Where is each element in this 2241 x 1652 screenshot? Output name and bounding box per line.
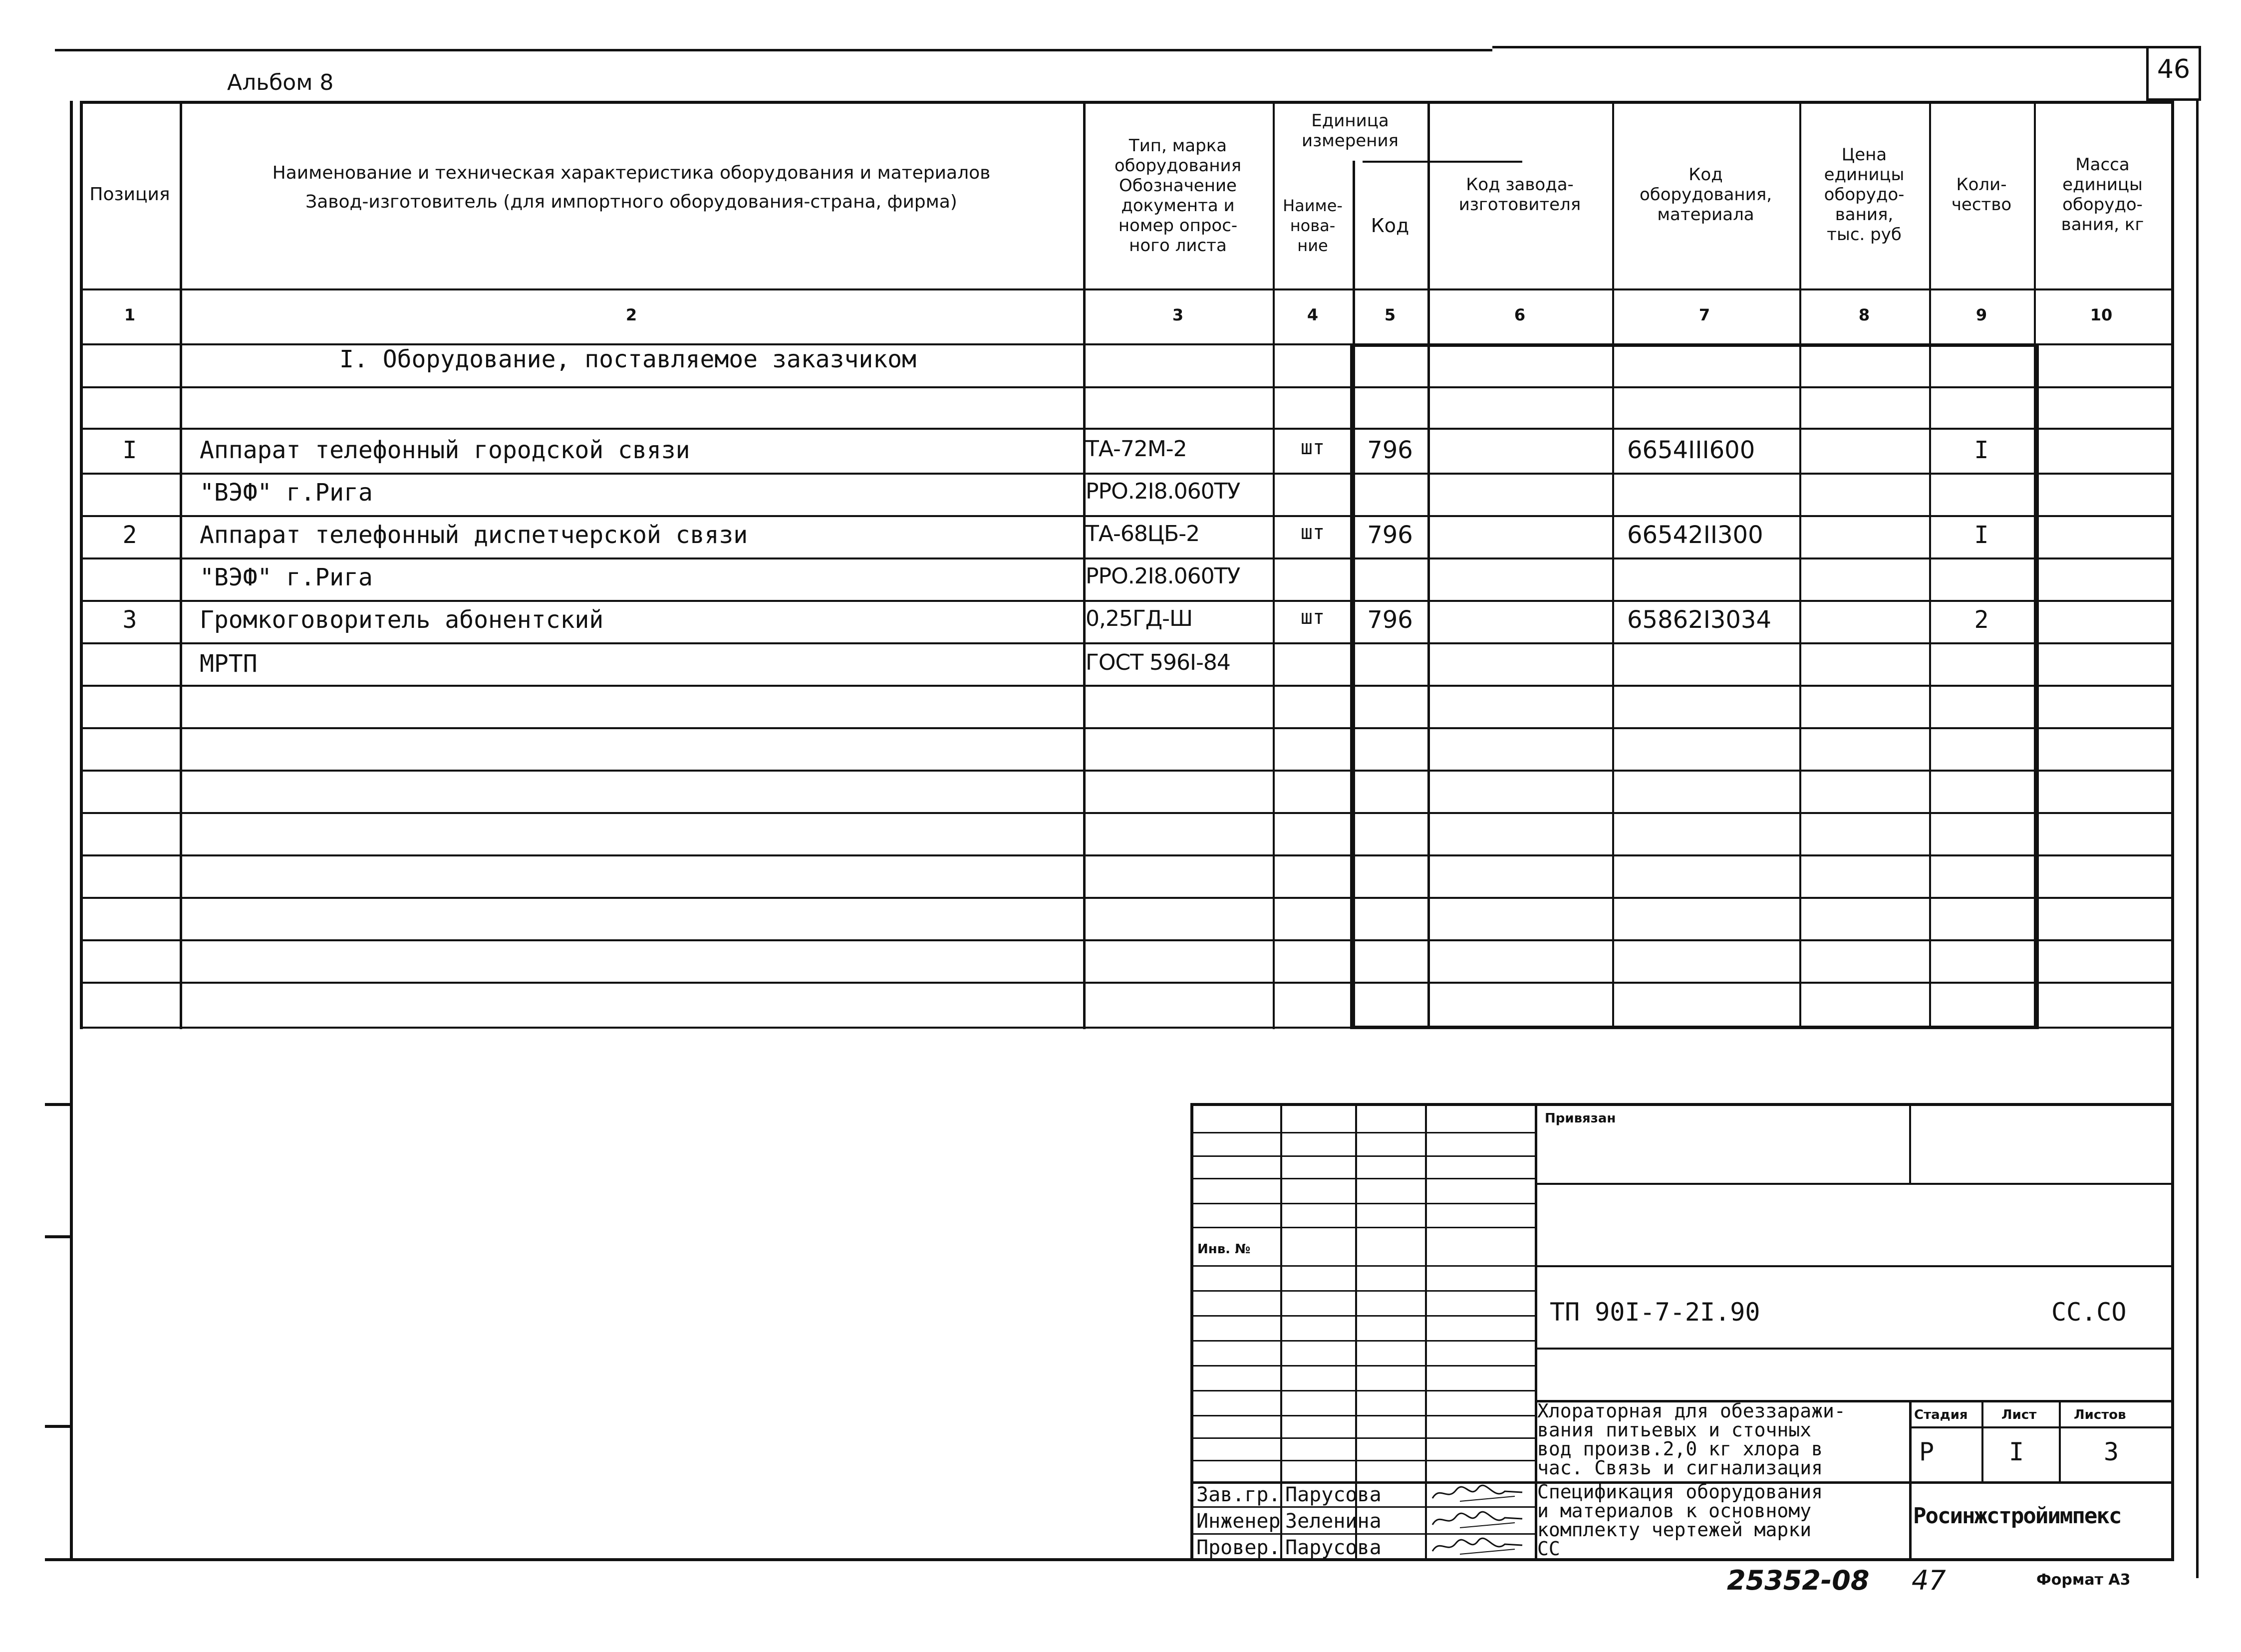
cell-unit: шт — [1300, 606, 1325, 629]
top-border-line — [55, 49, 1492, 51]
col-line-1 — [180, 101, 182, 1029]
cell-code: 796 — [1367, 606, 1413, 634]
album-label: Альбом 8 — [227, 70, 334, 95]
signature-name: Зеленина — [1285, 1510, 1382, 1533]
cell-name: "ВЭФ" г.Рига — [200, 563, 373, 591]
cell-code: 796 — [1367, 521, 1413, 549]
tb-grid-line — [1190, 1437, 1535, 1439]
header-unit-code: Код — [1371, 215, 1409, 237]
cell-pos: I — [122, 436, 137, 464]
tb-col-line-1 — [1280, 1103, 1282, 1560]
cell-equip: 6654III600 — [1627, 436, 1755, 464]
sheet-label: Лист — [2001, 1407, 2037, 1422]
project-title-line-3: вод произв.2,0 кг хлора в — [1537, 1438, 1823, 1460]
format-label: Формат А3 — [2036, 1571, 2131, 1589]
cell-pos: 2 — [122, 521, 137, 549]
tb-left-line — [1190, 1103, 1193, 1560]
cell-unit: шт — [1300, 521, 1325, 544]
stage-value: Р — [1919, 1437, 1935, 1466]
title-block — [1190, 1103, 2171, 1560]
header-position: Позиция — [89, 184, 170, 205]
stage-label: Стадия — [1914, 1407, 1968, 1422]
tb-top-line — [1190, 1103, 2171, 1106]
doc-mark: СС.СО — [2051, 1298, 2127, 1327]
frame-right-outer — [2196, 101, 2199, 1578]
organization-name: Росинжстройимпекс — [1913, 1503, 2121, 1529]
cell-unit: шт — [1300, 436, 1325, 459]
cell-type: РРО.2I8.060ТУ — [1086, 479, 1240, 504]
column-number: 4 — [1307, 305, 1319, 324]
header-unit: Единица измерения — [1301, 111, 1399, 151]
header-name-line2: Завод-изготовитель (для импортного оборудования-страна, фирма) — [305, 192, 957, 212]
sheet-value: I — [2009, 1437, 2024, 1466]
drawing-title-line-2: и материалов к основному — [1537, 1500, 1812, 1522]
cell-qty: I — [1974, 436, 1989, 464]
cell-name: "ВЭФ" г.Рига — [200, 479, 373, 507]
section-title: I. Оборудование, поставляемое заказчиком — [339, 345, 916, 373]
column-number: 2 — [625, 305, 637, 324]
tb-line-160 — [1535, 1183, 2171, 1185]
cell-name: Аппарат телефонный городской связи — [200, 436, 690, 464]
tb-grid-line — [1190, 1340, 1535, 1342]
tb-grid-line — [1190, 1203, 1535, 1204]
frame-right — [2171, 101, 2174, 1561]
drawing-title — [1537, 1482, 1907, 1560]
cell-pos: 3 — [122, 606, 137, 634]
signature-name: Парусова — [1285, 1483, 1382, 1506]
cell-name: Громкоговоритель абонентский — [200, 606, 604, 634]
tb-grid-line — [1190, 1227, 1535, 1228]
header-bottom-line — [80, 288, 2171, 290]
cell-equip: 66542II300 — [1627, 521, 1763, 549]
drawing-title-line-4: СС — [1537, 1538, 1560, 1560]
drawing-title-line-3: комплекту чертежей марки — [1537, 1519, 1812, 1541]
column-number: 8 — [1858, 305, 1870, 324]
handwritten-signature — [1430, 1481, 1525, 1510]
column-number: 5 — [1384, 305, 1396, 324]
cell-name: МРТП — [200, 650, 258, 678]
header-unit-name: Наиме- нова- ние — [1283, 196, 1343, 255]
tb-grid-line — [1190, 1132, 1535, 1133]
specification-table — [80, 101, 2171, 1029]
column-number: 7 — [1698, 305, 1710, 324]
header-factory-code: Код завода- изготовителя — [1458, 175, 1581, 215]
tb-grid-line — [1190, 1460, 1535, 1461]
frame-left — [70, 101, 73, 1561]
tb-stage-header-line — [1909, 1426, 2171, 1428]
tb-grid-line — [1190, 1365, 1535, 1367]
cell-equip: 65862I3034 — [1627, 606, 1772, 634]
signature-role: Инженер — [1196, 1510, 1281, 1533]
archive-number: 25352-08 — [1727, 1565, 1870, 1596]
header-quantity: Коли- чество — [1951, 175, 2012, 215]
cell-name: Аппарат телефонный диспетчерской связи — [200, 521, 748, 549]
drawing-title-line-1: Спецификация оборудования — [1537, 1481, 1823, 1503]
tb-privyazan-divider — [1909, 1103, 1911, 1183]
cell-qty: I — [1974, 521, 1989, 549]
tb-line-325 — [1535, 1265, 2171, 1267]
header-name-line1: Наименование и техническая характеристика оборудования и материалов — [272, 163, 991, 183]
tb-grid-line — [1190, 1265, 1535, 1267]
inv-no-label: Инв. № — [1197, 1242, 1251, 1257]
binding-mark-3 — [45, 1425, 72, 1428]
tb-grid-line — [1190, 1290, 1535, 1292]
cell-code: 796 — [1367, 436, 1413, 464]
top-border-line-right — [1492, 46, 2201, 48]
doc-code: ТП 90I-7-2I.90 — [1550, 1298, 1760, 1327]
project-title-line-4: час. Связь и сигнализация — [1537, 1457, 1823, 1479]
binding-mark-1 — [45, 1103, 72, 1106]
tb-stage-col-2 — [2059, 1400, 2061, 1482]
handwritten-signature — [1430, 1534, 1525, 1563]
page-number-box — [2146, 46, 2201, 101]
header-mass: Масса единицы оборудо- вания, кг — [2061, 155, 2144, 235]
column-number: 9 — [1975, 305, 1987, 324]
cell-type: ТА-68ЦБ-2 — [1086, 521, 1200, 547]
cell-type: РРО.2I8.060ТУ — [1086, 563, 1240, 589]
signature-role: Провер. — [1196, 1536, 1281, 1559]
sheets-value: 3 — [2104, 1437, 2119, 1466]
header-type: Тип, марка оборудования Обозначение документа и номер опрос- ного листа — [1114, 136, 1242, 256]
binding-mark-2 — [45, 1235, 72, 1238]
tb-grid-line — [1190, 1390, 1535, 1391]
handwritten-signature — [1430, 1508, 1525, 1536]
page-number: 46 — [2157, 54, 2191, 84]
sheets-label: Листов — [2074, 1407, 2126, 1422]
signature-role: Зав.гр. — [1196, 1483, 1281, 1506]
tb-stage-divider — [1909, 1400, 1912, 1560]
tb-grid-line — [1190, 1315, 1535, 1317]
project-title — [1537, 1400, 1846, 1481]
tb-col-line-3 — [1425, 1103, 1427, 1560]
cell-type: 0,25ГД-Ш — [1086, 606, 1193, 631]
tb-grid-line — [1190, 1178, 1535, 1179]
column-number: 10 — [2090, 305, 2113, 324]
tb-stage-col-1 — [1981, 1400, 1983, 1482]
cell-qty: 2 — [1974, 606, 1989, 634]
column-number: 3 — [1172, 305, 1184, 324]
footer-page: 47 — [1912, 1565, 1946, 1596]
cell-type: ТА-72М-2 — [1086, 436, 1187, 462]
project-title-line-2: вания питьевых и сточных — [1537, 1419, 1812, 1441]
privyazan-label: Привязан — [1545, 1111, 1616, 1126]
header-equipment-code: Код оборудования, материала — [1639, 165, 1772, 225]
tb-grid-line — [1190, 1155, 1535, 1157]
tb-grid-line — [1190, 1415, 1535, 1416]
cell-type: ГОСТ 596I-84 — [1086, 650, 1230, 675]
column-number: 1 — [124, 305, 136, 324]
project-title-line-1: Хлораторная для обеззаражи- — [1537, 1400, 1846, 1422]
tb-line-490 — [1535, 1348, 2171, 1350]
signature-name: Парусова — [1285, 1536, 1382, 1559]
header-price: Цена единицы оборудо- вания, тыс. руб — [1824, 145, 1905, 245]
column-number: 6 — [1514, 305, 1526, 324]
